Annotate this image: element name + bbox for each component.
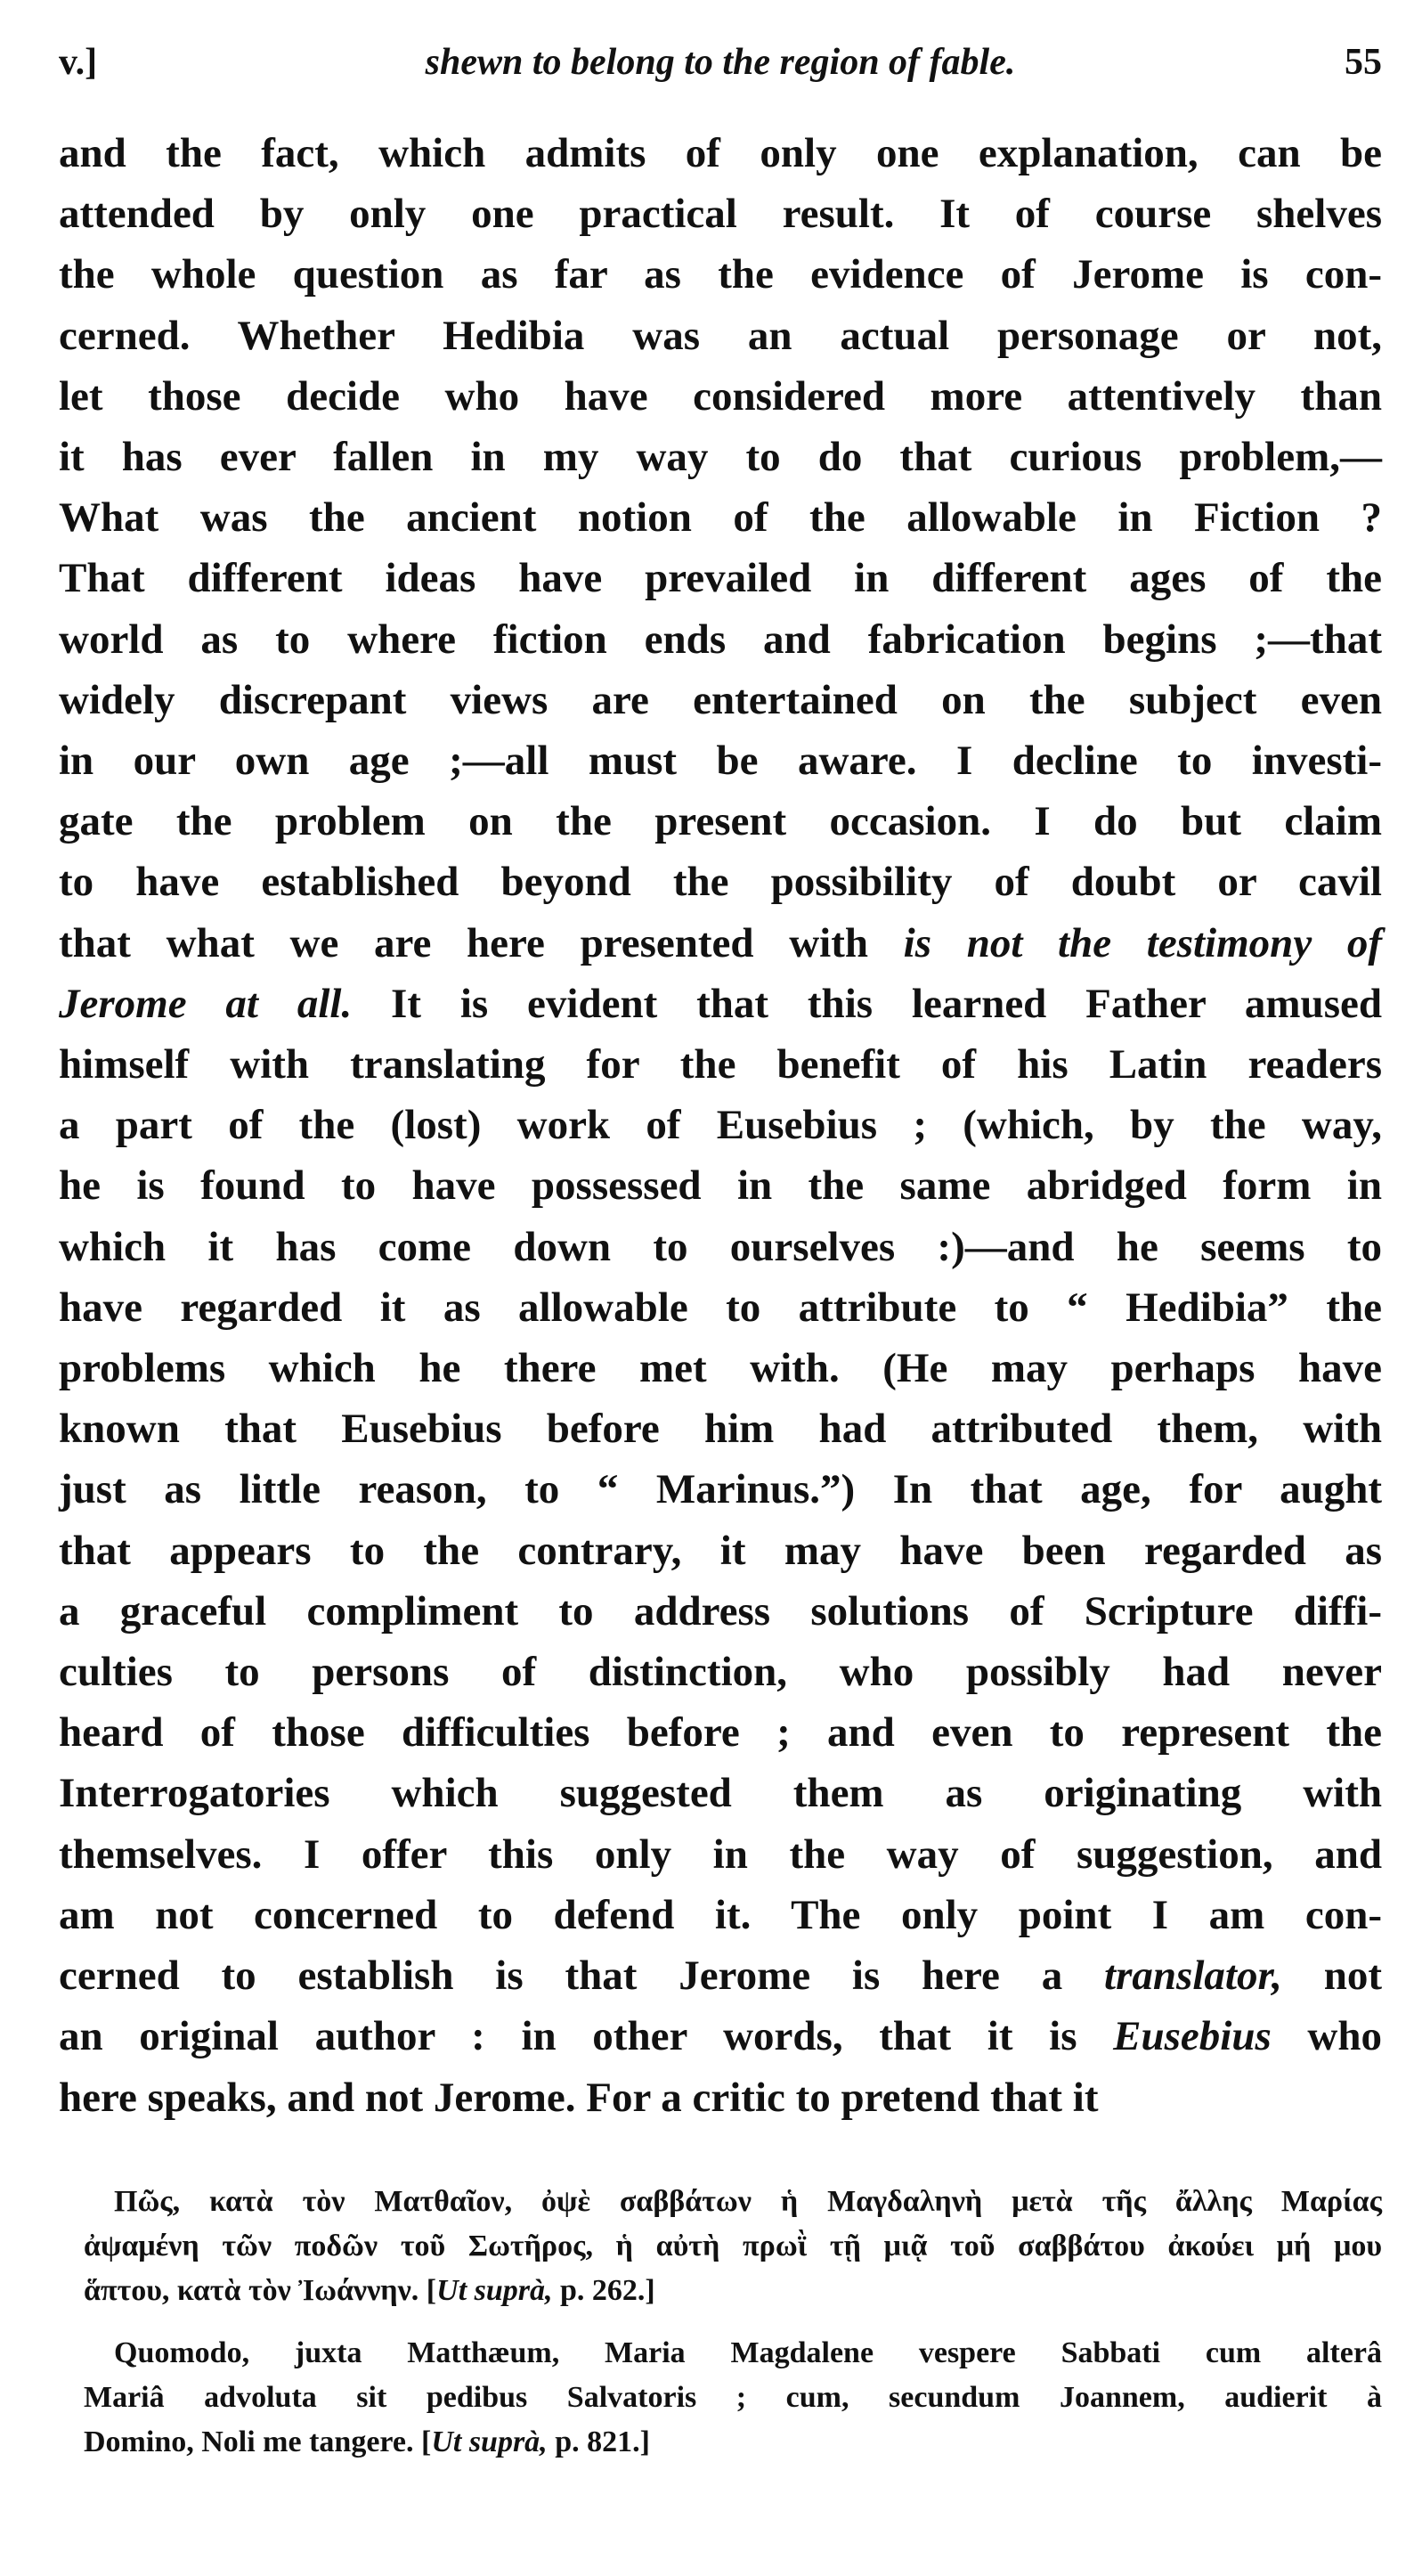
text-run: p. 821.] [547, 2425, 650, 2458]
text-run: known that Eusebius before him had attributed them, with [59, 1406, 1382, 1453]
text-run: What was the ancient notion of the allowable in Fiction ? [59, 494, 1382, 542]
text-run: cerned to establish is that Jerome is here a [59, 1952, 1105, 2000]
text-run: problems which he there met with. (He may perhaps have [59, 1345, 1382, 1392]
italic-phrase: is not the testimony of [903, 919, 1382, 966]
text-run: culties to persons of distinction, who possibly had never [59, 1649, 1382, 1696]
text-line [59, 1702, 1382, 1763]
italic-phrase: Eusebius [1113, 2013, 1272, 2060]
text-run: a graceful compliment to address solutions of Scripture diffi- [59, 1587, 1382, 1634]
text-run: Mariâ advoluta sit pedibus Salvatoris ; cum, secundum Joannem, audierit à [84, 2380, 1382, 2414]
text-line [59, 1581, 1382, 1642]
text-run: That different ideas have prevailed in different ages of the [59, 555, 1382, 602]
text-run: that appears to the contrary, it may have been regarded as [59, 1527, 1382, 1574]
text-line [59, 183, 1382, 244]
text-line [59, 123, 1382, 183]
text-line [59, 548, 1382, 608]
text-line [59, 791, 1382, 852]
text-run: in our own age ;—all must be aware. I decline to investi- [59, 738, 1382, 785]
book-page [59, 36, 1382, 2482]
text-line [59, 730, 1382, 791]
footnote-line [84, 2224, 1382, 2269]
text-run: here speaks, and not Jerome. For a critic to pretend that it [59, 2074, 1099, 2121]
text-run: Quomodo, juxta Matthæum, Maria Magdalene vespere Sabbati cum alterâ [114, 2336, 1382, 2369]
text-line [59, 306, 1382, 366]
text-run: to have established beyond the possibility of doubt or cavil [59, 859, 1382, 906]
main-text [59, 123, 1382, 2128]
text-line [59, 1520, 1382, 1581]
text-run: it has ever fallen in my way to do that curious problem,— [59, 434, 1382, 481]
text-run: which it has come down to ourselves :)—and he seems to [59, 1223, 1382, 1270]
italic-phrase: Ut suprà, [431, 2425, 548, 2458]
text-line [59, 2067, 1382, 2128]
text-line [59, 1095, 1382, 1155]
italic-phrase: translator, [1104, 1952, 1282, 2000]
text-line [59, 366, 1382, 427]
text-run: Interrogatories which suggested them as originating with [59, 1770, 1382, 1817]
text-run: themselves. I offer this only in the way of suggestion, and [59, 1830, 1382, 1878]
text-line [59, 1459, 1382, 1520]
text-run: and the fact, which admits of only one explanation, can be [59, 130, 1382, 176]
text-line [59, 974, 1382, 1034]
text-run: Domino, Noli me tangere. [ [84, 2425, 432, 2458]
text-run: just as little reason, to “ Marinus.”) In that age, for aught [59, 1466, 1382, 1513]
text-line [59, 1155, 1382, 1216]
chapter-marker: v.] [59, 42, 98, 83]
footnote-line [84, 2269, 1382, 2313]
text-line [59, 670, 1382, 730]
text-line [59, 1338, 1382, 1398]
text-run: ἅπτου, κατὰ τὸν Ἰωάννην. [ [84, 2273, 437, 2307]
text-line [59, 244, 1382, 305]
text-line [59, 487, 1382, 548]
text-run: who [1271, 2013, 1383, 2060]
text-run: Πῶς, κατὰ τὸν Ματθαῖον, ὀψὲ σαββάτων ἡ Μαγδαληνὴ μετὰ τῆς ἄλλης Μαρίας [114, 2184, 1382, 2218]
text-line [59, 2006, 1382, 2067]
footnote [84, 2180, 1382, 2313]
text-run: he is found to have possessed in the same abridged form in [59, 1162, 1382, 1210]
text-run: widely discrepant views are entertained on the subject even [59, 676, 1382, 723]
running-title: shewn to belong to the region of fable. [425, 42, 1016, 83]
text-line [59, 1034, 1382, 1095]
text-run: attended by only one practical result. It of course shelves [59, 191, 1382, 238]
footnote-line [84, 2180, 1382, 2224]
footnotes [59, 2180, 1382, 2465]
text-run: am not concerned to defend it. The only point I am con- [59, 1891, 1382, 1938]
text-run: p. 262.] [552, 2273, 655, 2307]
italic-phrase: Jerome at all. [59, 980, 353, 1027]
text-run: an original author : in other words, that it is [59, 2013, 1114, 2060]
page-number: 55 [1345, 42, 1382, 83]
text-line [59, 852, 1382, 912]
running-head [59, 36, 1382, 89]
text-line [59, 1217, 1382, 1277]
text-run: that what we are here presented with [59, 919, 904, 966]
text-line [59, 427, 1382, 487]
text-line [59, 913, 1382, 974]
text-line [59, 1824, 1382, 1885]
text-run: let those decide who have considered more attentively than [59, 372, 1382, 420]
text-run: himself with translating for the benefit of his Latin readers [59, 1041, 1382, 1088]
text-run: a part of the (lost) work of Eusebius ; (which, by the way, [59, 1102, 1382, 1149]
text-run: cerned. Whether Hedibia was an actual personage or not, [59, 312, 1382, 359]
text-run: gate the problem on the present occasion. I do but claim [59, 798, 1382, 845]
italic-phrase: Ut suprà, [436, 2273, 553, 2307]
footnote-line [84, 2376, 1382, 2420]
text-run: ἀψαμένη τῶν ποδῶν τοῦ Σωτῆρος, ἡ αὐτὴ πρωῒ τῇ μιᾷ τοῦ σαββάτου ἀκούει μή μου [84, 2229, 1382, 2262]
text-run: the whole question as far as the evidence of Jerome is con- [59, 251, 1382, 298]
footnote [84, 2331, 1382, 2465]
text-run: world as to where fiction ends and fabrication begins ;—that [59, 615, 1382, 663]
text-line [59, 1642, 1382, 1702]
text-line [59, 1398, 1382, 1459]
text-line [59, 1763, 1382, 1823]
text-line [59, 609, 1382, 670]
text-run: not [1281, 1952, 1382, 2000]
text-line [59, 1885, 1382, 1945]
text-run: It is evident that this learned Father amused [352, 980, 1382, 1027]
text-run: have regarded it as allowable to attribute to “ Hedibia” the [59, 1284, 1382, 1331]
footnote-line [84, 2331, 1382, 2376]
text-run: heard of those difficulties before ; and even to represent the [59, 1709, 1382, 1757]
text-line [59, 1945, 1382, 2006]
text-line [59, 1277, 1382, 1338]
footnote-line [84, 2420, 1382, 2465]
